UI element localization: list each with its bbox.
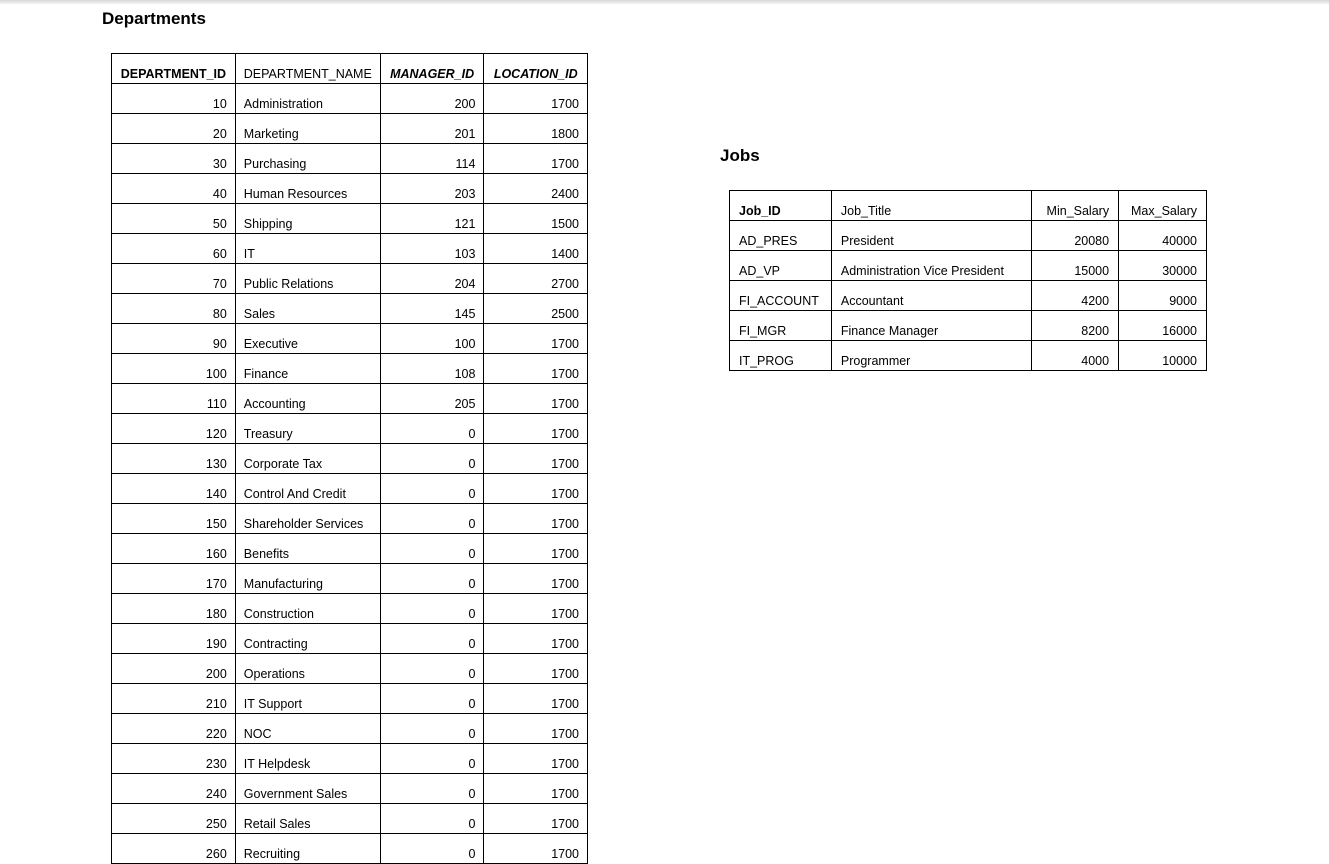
table-row bbox=[112, 234, 588, 264]
department-name-cell: Administration bbox=[235, 84, 380, 114]
location-id-cell: 1700 bbox=[484, 534, 588, 564]
table-row bbox=[112, 654, 588, 684]
location-id-cell: 1700 bbox=[484, 654, 588, 684]
department-name-cell: Retail Sales bbox=[235, 804, 380, 834]
manager-id-cell: 0 bbox=[380, 504, 484, 534]
manager-id-cell: 100 bbox=[380, 324, 484, 354]
location-id-cell: 1700 bbox=[484, 744, 588, 774]
manager-id-cell: 0 bbox=[380, 654, 484, 684]
department-id-cell: 40 bbox=[112, 174, 236, 204]
table-row bbox=[112, 474, 588, 504]
manager-id-cell: 0 bbox=[380, 834, 484, 864]
manager-id-cell: 0 bbox=[380, 624, 484, 654]
department-name-cell: IT Support bbox=[235, 684, 380, 714]
department-id-cell: 100 bbox=[112, 354, 236, 384]
job-id-cell: FI_ACCOUNT bbox=[730, 281, 832, 311]
department-id-cell: 60 bbox=[112, 234, 236, 264]
manager-id-cell: 0 bbox=[380, 444, 484, 474]
department-id-cell: 80 bbox=[112, 294, 236, 324]
table-row bbox=[730, 251, 1207, 281]
department-name-cell: Human Resources bbox=[235, 174, 380, 204]
location-id-cell: 1700 bbox=[484, 594, 588, 624]
department-name-cell: Operations bbox=[235, 654, 380, 684]
department-id-cell: 170 bbox=[112, 564, 236, 594]
location-id-cell: 1700 bbox=[484, 804, 588, 834]
table-row bbox=[730, 311, 1207, 341]
table-row bbox=[112, 714, 588, 744]
column-header-location-id: LOCATION_ID bbox=[484, 54, 588, 84]
table-row bbox=[112, 84, 588, 114]
department-id-cell: 140 bbox=[112, 474, 236, 504]
department-id-cell: 110 bbox=[112, 384, 236, 414]
table-row bbox=[112, 834, 588, 864]
column-header-min-salary: Min_Salary bbox=[1032, 191, 1119, 221]
manager-id-cell: 205 bbox=[380, 384, 484, 414]
location-id-cell: 2700 bbox=[484, 264, 588, 294]
manager-id-cell: 200 bbox=[380, 84, 484, 114]
department-name-cell: IT bbox=[235, 234, 380, 264]
max-salary-cell: 30000 bbox=[1119, 251, 1207, 281]
location-id-cell: 1700 bbox=[484, 144, 588, 174]
department-name-cell: Corporate Tax bbox=[235, 444, 380, 474]
manager-id-cell: 0 bbox=[380, 564, 484, 594]
location-id-cell: 1700 bbox=[484, 384, 588, 414]
location-id-cell: 1700 bbox=[484, 414, 588, 444]
location-id-cell: 1700 bbox=[484, 504, 588, 534]
department-name-cell: Contracting bbox=[235, 624, 380, 654]
job-id-cell: AD_VP bbox=[730, 251, 832, 281]
department-name-cell: IT Helpdesk bbox=[235, 744, 380, 774]
department-id-cell: 20 bbox=[112, 114, 236, 144]
column-header-max-salary: Max_Salary bbox=[1119, 191, 1207, 221]
table-row bbox=[112, 414, 588, 444]
table-row bbox=[112, 504, 588, 534]
location-id-cell: 1400 bbox=[484, 234, 588, 264]
table-row bbox=[112, 594, 588, 624]
location-id-cell: 1500 bbox=[484, 204, 588, 234]
department-name-cell: Finance bbox=[235, 354, 380, 384]
min-salary-cell: 4000 bbox=[1032, 341, 1119, 371]
column-header-job-id: Job_ID bbox=[730, 191, 832, 221]
table-row bbox=[112, 444, 588, 474]
department-name-cell: Sales bbox=[235, 294, 380, 324]
department-name-cell: Manufacturing bbox=[235, 564, 380, 594]
table-row bbox=[112, 114, 588, 144]
table-row bbox=[112, 294, 588, 324]
max-salary-cell: 9000 bbox=[1119, 281, 1207, 311]
job-id-cell: FI_MGR bbox=[730, 311, 832, 341]
department-name-cell: Marketing bbox=[235, 114, 380, 144]
table-row bbox=[112, 174, 588, 204]
jobs-table bbox=[729, 190, 1207, 371]
location-id-cell: 1700 bbox=[484, 84, 588, 114]
job-title-cell: Programmer bbox=[831, 341, 1031, 371]
table-row bbox=[112, 264, 588, 294]
job-title-cell: Administration Vice President bbox=[831, 251, 1031, 281]
manager-id-cell: 0 bbox=[380, 534, 484, 564]
department-id-cell: 90 bbox=[112, 324, 236, 354]
department-id-cell: 260 bbox=[112, 834, 236, 864]
table-row bbox=[730, 341, 1207, 371]
job-id-cell: AD_PRES bbox=[730, 221, 832, 251]
column-header-manager-id: MANAGER_ID bbox=[380, 54, 484, 84]
table-row bbox=[112, 324, 588, 354]
department-id-cell: 120 bbox=[112, 414, 236, 444]
department-id-cell: 250 bbox=[112, 804, 236, 834]
table-row bbox=[112, 684, 588, 714]
location-id-cell: 1700 bbox=[484, 444, 588, 474]
location-id-cell: 1700 bbox=[484, 834, 588, 864]
location-id-cell: 1700 bbox=[484, 324, 588, 354]
department-id-cell: 200 bbox=[112, 654, 236, 684]
department-name-cell: Recruiting bbox=[235, 834, 380, 864]
manager-id-cell: 0 bbox=[380, 804, 484, 834]
location-id-cell: 1800 bbox=[484, 114, 588, 144]
department-id-cell: 190 bbox=[112, 624, 236, 654]
departments-title: Departments bbox=[102, 9, 206, 28]
table-row bbox=[112, 744, 588, 774]
department-name-cell: Public Relations bbox=[235, 264, 380, 294]
department-id-cell: 30 bbox=[112, 144, 236, 174]
manager-id-cell: 204 bbox=[380, 264, 484, 294]
manager-id-cell: 0 bbox=[380, 744, 484, 774]
location-id-cell: 1700 bbox=[484, 474, 588, 504]
location-id-cell: 1700 bbox=[484, 774, 588, 804]
department-name-cell: Executive bbox=[235, 324, 380, 354]
min-salary-cell: 4200 bbox=[1032, 281, 1119, 311]
location-id-cell: 2400 bbox=[484, 174, 588, 204]
department-id-cell: 70 bbox=[112, 264, 236, 294]
max-salary-cell: 16000 bbox=[1119, 311, 1207, 341]
max-salary-cell: 10000 bbox=[1119, 341, 1207, 371]
job-title-cell: Accountant bbox=[831, 281, 1031, 311]
jobs-header-row bbox=[730, 191, 1207, 221]
table-row bbox=[112, 774, 588, 804]
department-name-cell: Shareholder Services bbox=[235, 504, 380, 534]
table-row bbox=[112, 204, 588, 234]
job-id-cell: IT_PROG bbox=[730, 341, 832, 371]
location-id-cell: 1700 bbox=[484, 714, 588, 744]
jobs-title: Jobs bbox=[720, 146, 760, 165]
department-name-cell: Accounting bbox=[235, 384, 380, 414]
department-id-cell: 180 bbox=[112, 594, 236, 624]
department-name-cell: Construction bbox=[235, 594, 380, 624]
manager-id-cell: 103 bbox=[380, 234, 484, 264]
department-name-cell: Government Sales bbox=[235, 774, 380, 804]
max-salary-cell: 40000 bbox=[1119, 221, 1207, 251]
department-id-cell: 230 bbox=[112, 744, 236, 774]
table-row bbox=[730, 281, 1207, 311]
manager-id-cell: 201 bbox=[380, 114, 484, 144]
min-salary-cell: 20080 bbox=[1032, 221, 1119, 251]
manager-id-cell: 0 bbox=[380, 684, 484, 714]
location-id-cell: 1700 bbox=[484, 354, 588, 384]
job-title-cell: Finance Manager bbox=[831, 311, 1031, 341]
manager-id-cell: 203 bbox=[380, 174, 484, 204]
table-row bbox=[112, 564, 588, 594]
department-id-cell: 220 bbox=[112, 714, 236, 744]
manager-id-cell: 121 bbox=[380, 204, 484, 234]
location-id-cell: 1700 bbox=[484, 564, 588, 594]
manager-id-cell: 0 bbox=[380, 594, 484, 624]
departments-header-row bbox=[112, 54, 588, 84]
job-title-cell: President bbox=[831, 221, 1031, 251]
department-name-cell: Treasury bbox=[235, 414, 380, 444]
column-header-department-name: DEPARTMENT_NAME bbox=[235, 54, 380, 84]
table-row bbox=[730, 221, 1207, 251]
departments-table bbox=[111, 53, 588, 864]
department-id-cell: 50 bbox=[112, 204, 236, 234]
manager-id-cell: 145 bbox=[380, 294, 484, 324]
table-row bbox=[112, 804, 588, 834]
min-salary-cell: 8200 bbox=[1032, 311, 1119, 341]
table-row bbox=[112, 384, 588, 414]
column-header-department-id: DEPARTMENT_ID bbox=[112, 54, 236, 84]
location-id-cell: 1700 bbox=[484, 624, 588, 654]
department-name-cell: Shipping bbox=[235, 204, 380, 234]
column-header-job-title: Job_Title bbox=[831, 191, 1031, 221]
department-id-cell: 10 bbox=[112, 84, 236, 114]
table-row bbox=[112, 534, 588, 564]
manager-id-cell: 0 bbox=[380, 474, 484, 504]
department-id-cell: 150 bbox=[112, 504, 236, 534]
manager-id-cell: 0 bbox=[380, 414, 484, 444]
manager-id-cell: 0 bbox=[380, 714, 484, 744]
department-name-cell: Purchasing bbox=[235, 144, 380, 174]
manager-id-cell: 0 bbox=[380, 774, 484, 804]
table-row bbox=[112, 144, 588, 174]
department-id-cell: 210 bbox=[112, 684, 236, 714]
location-id-cell: 2500 bbox=[484, 294, 588, 324]
department-name-cell: NOC bbox=[235, 714, 380, 744]
department-name-cell: Control And Credit bbox=[235, 474, 380, 504]
top-edge-shadow bbox=[0, 0, 1329, 4]
min-salary-cell: 15000 bbox=[1032, 251, 1119, 281]
manager-id-cell: 108 bbox=[380, 354, 484, 384]
department-id-cell: 160 bbox=[112, 534, 236, 564]
department-id-cell: 240 bbox=[112, 774, 236, 804]
manager-id-cell: 114 bbox=[380, 144, 484, 174]
table-row bbox=[112, 354, 588, 384]
table-row bbox=[112, 624, 588, 654]
location-id-cell: 1700 bbox=[484, 684, 588, 714]
department-id-cell: 130 bbox=[112, 444, 236, 474]
department-name-cell: Benefits bbox=[235, 534, 380, 564]
